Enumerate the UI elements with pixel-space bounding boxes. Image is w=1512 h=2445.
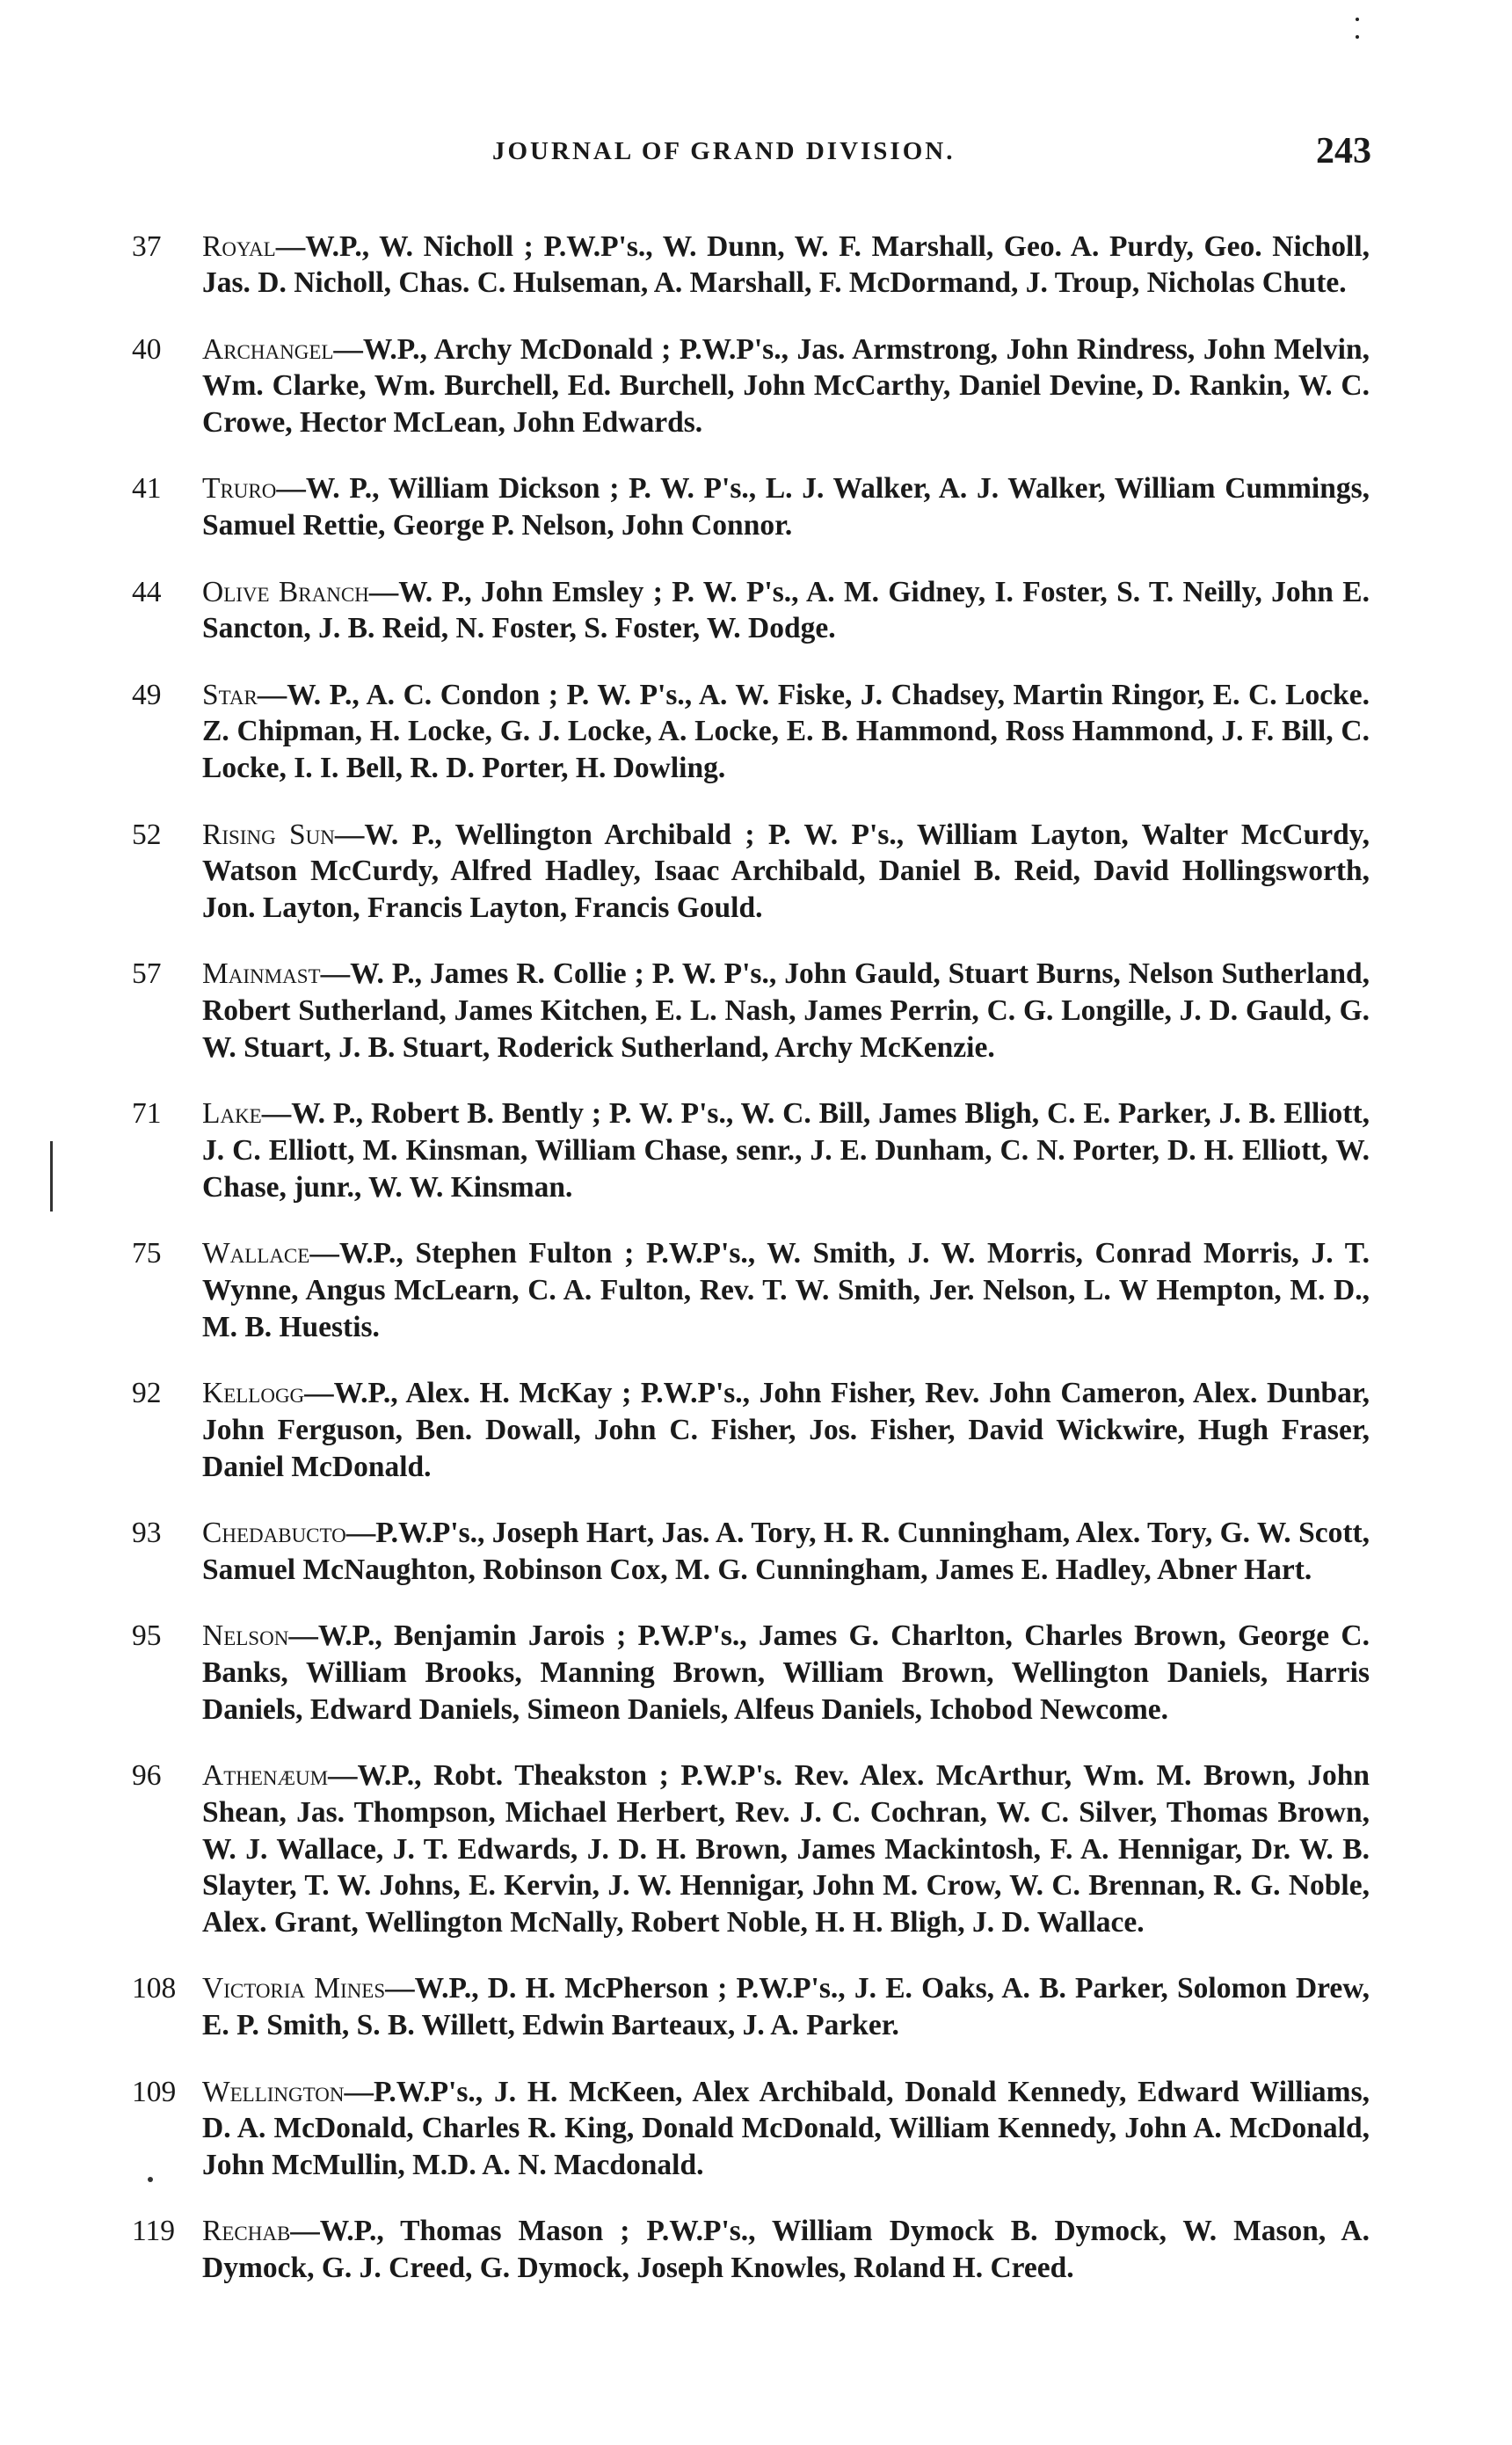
entry-text: —W.P., Thomas Mason ; P.W.P's., William Dymock B. Dymock, W. Mason, A. Dymock, G. J. Creed, G. Dymock, Joseph Knowles, Roland H. Creed. <box>202 2215 1370 2285</box>
entry-number: 92 <box>132 1377 162 1410</box>
entry-text: —W.P., D. H. McPherson ; P.W.P's., J. E. Oaks, A. B. Parker, Solomon Drew, E. P. Smith, S. B. Willett, Edwin Barteaux, J. A. Parker. <box>202 1972 1370 2042</box>
division-entry <box>132 1970 1370 2044</box>
entry-text: —W.P., Benjamin Jarois ; P.W.P's., James G. Charlton, Charles Brown, George C. Banks, William Brooks, Manning Brown, William Brown, Wellington Daniels, Harris Daniels, Edward Daniels, Simeon Daniels, Alfeus Daniels, Ichobod Newcome. <box>202 1619 1370 1726</box>
entry-text: —P.W.P's., J. H. McKeen, Alex Archibald, Donald Kennedy, Edward Williams, D. A. McDonald, Charles R. King, Donald McDonald, William Kennedy, John A. McDonald, John McMullin, M.D. A. N. Macdonald. <box>202 2075 1370 2182</box>
entry-text: —W.P., W. Nicholl ; P.W.P's., W. Dunn, W. F. Marshall, Geo. A. Purdy, Geo. Nicholl, Jas. D. Nicholl, Chas. C. Hulseman, A. Marshall, F. McDormand, J. Troup, Nicholas Chute. <box>202 229 1370 300</box>
entry-number: 40 <box>132 332 162 366</box>
entry-number: 95 <box>132 1619 162 1653</box>
entry-number: 71 <box>132 1097 162 1131</box>
entry-name: Chedabucto <box>202 1517 346 1550</box>
division-entry <box>132 470 1370 544</box>
entry-number: 52 <box>132 818 162 851</box>
corner-mark <box>1354 12 1361 47</box>
division-entry <box>132 229 1370 302</box>
entry-name: Rising Sun <box>202 818 335 851</box>
entry-name: Royal <box>202 229 276 263</box>
entry-number: 108 <box>132 1972 177 2005</box>
entry-text: —W. P., Robert B. Bently ; P. W. P's., W. C. Bill, James Bligh, C. E. Parker, J. B. Elliott, J. C. Elliott, M. Kinsman, William Chase, senr., J. E. Dunham, C. N. Porter, D. H. Elliott, W. Chase, junr., W. W. Kinsman. <box>202 1097 1370 1204</box>
entry-number: 37 <box>132 229 162 263</box>
division-entry <box>132 1375 1370 1485</box>
division-entry <box>132 1095 1370 1205</box>
entry-number: 119 <box>132 2215 176 2248</box>
division-entry <box>132 574 1370 648</box>
division-entry <box>132 1515 1370 1589</box>
division-entry <box>132 2213 1370 2287</box>
entry-name: Nelson <box>202 1619 289 1653</box>
entry-text: —W.P., Stephen Fulton ; P.W.P's., W. Smith, J. W. Morris, Conrad Morris, J. T. Wynne, Angus McLearn, C. A. Fulton, Rev. T. W. Smith, Jer. Nelson, L. W Hempton, M. D., M. B. Huestis. <box>202 1237 1370 1343</box>
margin-dot <box>148 2177 153 2182</box>
entry-name: Lake <box>202 1097 262 1131</box>
entry-name: Truro <box>202 472 277 506</box>
division-entry <box>132 1757 1370 1941</box>
entry-number: 49 <box>132 678 162 711</box>
entry-name: Athenæum <box>202 1759 329 1792</box>
entry-name: Wallace <box>202 1237 310 1270</box>
entry-text: —W. P., A. C. Condon ; P. W. P's., A. W. Fiske, J. Chadsey, Martin Ringor, E. C. Locke. Z. Chipman, H. Locke, G. J. Locke, A. Locke, E. B. Hammond, Ross Hammond, J. F. Bill, C. Locke, I. I. Bell, R. D. Porter, H. Dowling. <box>202 678 1370 785</box>
entry-number: 41 <box>132 472 162 506</box>
entry-text: —W.P., Robt. Theakston ; P.W.P's. Rev. Alex. McArthur, Wm. M. Brown, John Shean, Jas. Thompson, Michael Herbert, Rev. J. C. Cochran, W. C. Silver, Thomas Brown, W. J. Wallace, J. T. Edwards, J. D. H. Brown, James Mackintosh, F. A. Hennigar, Dr. W. B. Slayter, T. W. Johns, E. Kervin, J. W. Hennigar, John M. Crow, W. C. Brennan, R. G. Noble, Alex. Grant, Wellington McNally, Robert Noble, H. H. Bligh, J. D. Wallace. <box>202 1759 1370 1939</box>
entry-name: Mainmast <box>202 957 321 991</box>
division-entry <box>132 677 1370 787</box>
entry-name: Olive Branch <box>202 575 369 608</box>
running-head <box>141 130 1371 183</box>
entry-text: —W.P., Alex. H. McKay ; P.W.P's., John Fisher, Rev. John Cameron, Alex. Dunbar, John Ferguson, Ben. Dowall, John C. Fisher, Jos. Fisher, David Wickwire, Hugh Fraser, Daniel McDonald. <box>202 1377 1370 1483</box>
corner-dot <box>1356 18 1359 21</box>
entry-number: 75 <box>132 1237 162 1270</box>
entry-text: —W. P., William Dickson ; P. W. P's., L. J. Walker, A. J. Walker, William Cummings, Samuel Rettie, George P. Nelson, John Connor. <box>202 472 1370 542</box>
division-list <box>132 199 1370 2287</box>
division-entry <box>132 1618 1370 1728</box>
entry-text: —W. P., John Emsley ; P. W. P's., A. M. Gidney, I. Foster, S. T. Neilly, John E. Sancton, J. B. Reid, N. Foster, S. Foster, W. Dodge. <box>202 575 1370 645</box>
entry-text: —P.W.P's., Joseph Hart, Jas. A. Tory, H. R. Cunningham, Alex. Tory, G. W. Scott, Samuel McNaughton, Robinson Cox, M. G. Cunningham, James E. Hadley, Abner Hart. <box>202 1517 1370 1586</box>
division-entry <box>132 1235 1370 1345</box>
entry-number: 57 <box>132 957 162 991</box>
entry-text: —W. P., Wellington Archibald ; P. W. P's., William Layton, Walter McCurdy, Watson McCurdy, Alfred Hadley, Isaac Archibald, Daniel B. Reid, David Hollingsworth, Jon. Layton, Francis Layton, Francis Gould. <box>202 818 1370 925</box>
entry-name: Victoria Mines <box>202 1972 386 2005</box>
entry-number: 93 <box>132 1517 162 1550</box>
division-entry <box>132 331 1370 441</box>
entry-text: —W. P., James R. Collie ; P. W. P's., John Gauld, Stuart Burns, Nelson Sutherland, Robert Sutherland, James Kitchen, E. L. Nash, James Perrin, C. G. Longille, J. D. Gauld, G. W. Stuart, J. B. Stuart, Roderick Sutherland, Archy McKenzie. <box>202 957 1370 1065</box>
entry-number: 96 <box>132 1759 162 1792</box>
entry-name: Wellington <box>202 2075 345 2108</box>
margin-rule <box>50 1141 53 1212</box>
division-entry <box>132 2074 1370 2184</box>
entry-number: 109 <box>132 2075 177 2108</box>
division-entry <box>132 817 1370 927</box>
corner-dot <box>1356 35 1359 39</box>
division-entry <box>132 956 1370 1066</box>
entry-number: 44 <box>132 575 162 608</box>
entry-name: Rechab <box>202 2215 291 2248</box>
page-number: 243 <box>1316 131 1371 171</box>
entry-name: Archangel <box>202 332 334 366</box>
entry-name: Star <box>202 678 258 711</box>
running-title: JOURNAL OF GRAND DIVISION. <box>492 137 956 165</box>
entry-name: Kellogg <box>202 1377 305 1410</box>
entry-text: —W.P., Archy McDonald ; P.W.P's., Jas. Armstrong, John Rindress, John Melvin, Wm. Clarke, Wm. Burchell, Ed. Burchell, John McCarthy, Daniel Devine, D. Rankin, W. C. Crowe, Hector McLean, John Edwards. <box>202 332 1370 440</box>
